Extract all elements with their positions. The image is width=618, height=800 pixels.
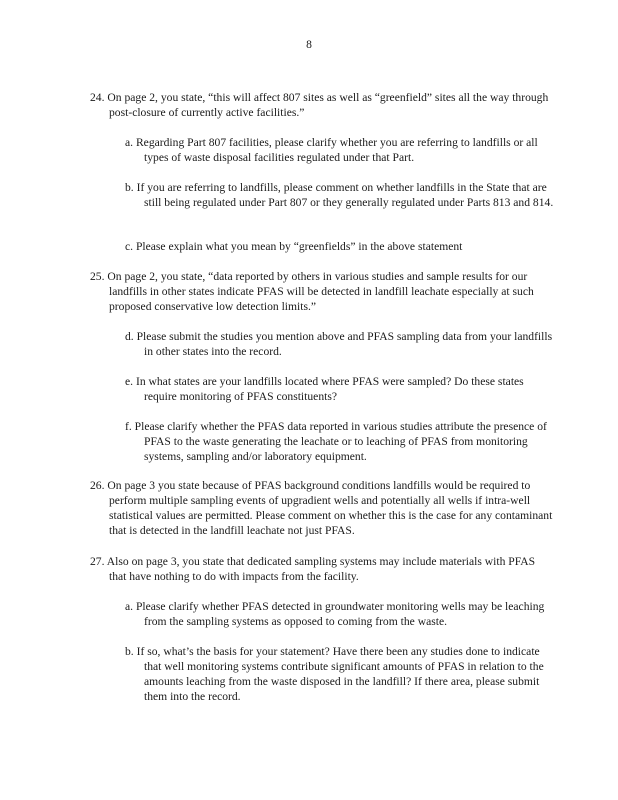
page-number: 8 [306, 38, 312, 51]
subitem-text: Please submit the studies you mention above and PFAS sampling data from your landfills in other states into the record. [136, 330, 553, 358]
subitem-letter: b. [125, 181, 134, 194]
subitem-text: If so, what’s the basis for your statement? Have there been any studies done to indicate that well monitoring systems contribute significant amounts of PFAS in relation to the amounts leaching from the waste disposed in the landfill? If there area, please submit them into the record. [136, 645, 544, 703]
subitem-27b [125, 644, 556, 704]
subitem-text: If you are referring to landfills, please comment on whether landfills in the State that are still being regulated under Part 807 or they generally regulated under Parts 813 and 814. [136, 181, 554, 209]
subitem-letter: a. [125, 136, 134, 149]
question-24 [90, 90, 554, 120]
question-text: On page 2, you state, “this will affect 807 sites as well as “greenfield” sites all the way through post-closure of currently active facilities.” [107, 91, 549, 119]
subitem-text: Please explain what you mean by “greenfields” in the above statement [135, 240, 463, 253]
subitem-letter: e. [125, 375, 134, 388]
subitem-25e [125, 374, 556, 404]
subitem-letter: c. [125, 240, 134, 253]
subitem-letter: a. [125, 600, 134, 613]
subitem-24c [125, 239, 556, 254]
question-number: 24. [90, 91, 105, 104]
question-text: On page 3 you state because of PFAS background conditions landfills would be required to perform multiple sampling events of upgradient wells and potentially all wells if intra-well statistical values are permitted. Please comment on whether this is the case for any contaminant that is detected in the landfill leachate not just PFAS. [107, 479, 553, 537]
question-number: 27. [90, 555, 105, 568]
subitem-text: Please clarify whether PFAS detected in groundwater monitoring wells may be leaching from the sampling systems as opposed to coming from the waste. [135, 600, 545, 628]
subitem-text: Regarding Part 807 facilities, please clarify whether you are referring to landfills or all types of waste disposal facilities regulated under that Part. [135, 136, 538, 164]
subitem-letter: b. [125, 645, 134, 658]
question-text: Also on page 3, you state that dedicated sampling systems may include materials with PFAS that have nothing to do with impacts from the facility. [106, 555, 536, 583]
question-text: On page 2, you state, “data reported by others in various studies and sample results for our landfills in other states indicate PFAS will be detected in landfill leachate especially at such proposed conservative low detection limits.” [107, 270, 534, 313]
subitem-25f [125, 419, 556, 464]
subitem-27a [125, 599, 556, 629]
question-number: 26. [90, 479, 105, 492]
question-26 [90, 478, 554, 538]
subitem-25d [125, 329, 556, 359]
subitem-text: In what states are your landfills located where PFAS were sampled? Do these states require monitoring of PFAS constituents? [135, 375, 524, 403]
question-27 [90, 554, 554, 584]
subitem-letter: d. [125, 330, 134, 343]
subitem-letter: f. [125, 420, 132, 433]
subitem-24b [125, 180, 556, 210]
question-number: 25. [90, 270, 105, 283]
question-25 [90, 269, 554, 314]
subitem-text: Please clarify whether the PFAS data reported in various studies attribute the presence of PFAS to the waste generating the leachate or to leaching of PFAS from monitoring systems, sampling and/or laboratory equipment. [134, 420, 547, 463]
subitem-24a [125, 135, 556, 165]
